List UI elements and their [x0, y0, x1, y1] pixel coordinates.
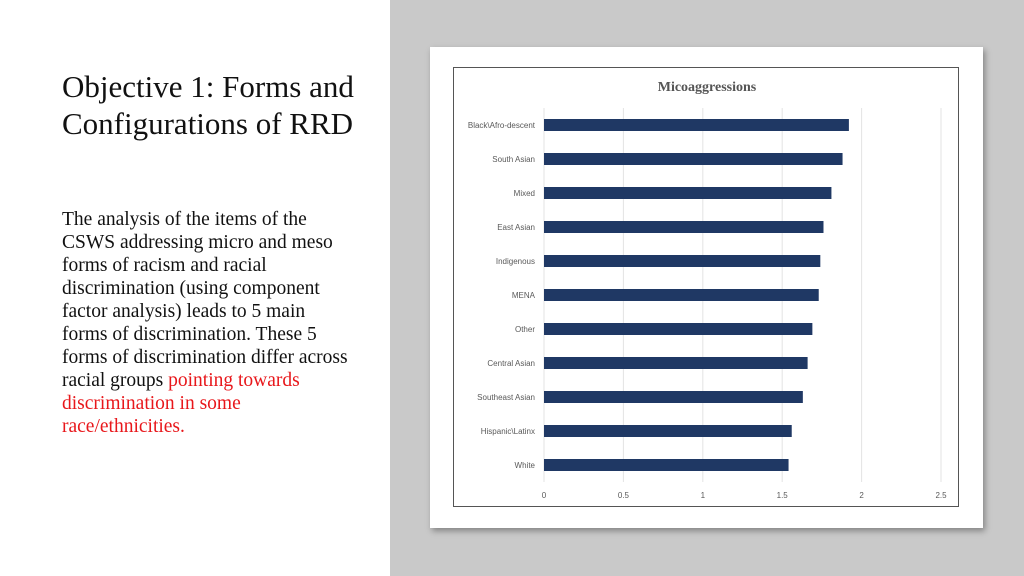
- bar: [544, 459, 789, 471]
- category-label: Black\Afro-descent: [467, 121, 535, 130]
- category-label: Southeast Asian: [477, 393, 535, 402]
- bar: [544, 255, 820, 267]
- category-label: MENA: [511, 291, 535, 300]
- category-label: Hispanic\Latinx: [480, 427, 535, 436]
- category-label: Other: [514, 325, 535, 334]
- bars: [544, 119, 849, 471]
- x-tick-label: 2.5: [935, 491, 947, 500]
- bar: [544, 221, 823, 233]
- category-label: Indigenous: [495, 257, 535, 266]
- category-label: South Asian: [492, 155, 535, 164]
- x-tick-label: 0: [541, 491, 547, 500]
- bar: [544, 153, 843, 165]
- x-tick-label: 0.5: [617, 491, 629, 500]
- slide-title: Objective 1: Forms and Configurations of RRD: [62, 69, 354, 141]
- bar: [544, 119, 849, 131]
- category-label: East Asian: [497, 223, 535, 232]
- category-label: Central Asian: [487, 359, 535, 368]
- category-labels: [468, 121, 536, 470]
- x-tick-label: 2: [859, 491, 864, 500]
- bar: [544, 323, 812, 335]
- x-tick-label: 1: [700, 491, 706, 500]
- bar: [544, 289, 819, 301]
- x-tick-labels: [542, 491, 947, 500]
- x-tick-label: 1.5: [776, 491, 788, 500]
- body-text-highlight: pointing towards discrimination in some race/ethnicities.: [62, 370, 300, 437]
- category-label: White: [514, 461, 535, 470]
- category-label: Mixed: [513, 189, 535, 198]
- bar: [544, 425, 792, 437]
- bar: [544, 391, 803, 403]
- chart-title: Micoaggressions: [657, 80, 757, 95]
- body-text-plain: The analysis of the items of the CSWS addressing micro and meso forms of racism and racial discrimination (using component factor analysis) leads to 5 main forms of discrimination. These 5 forms of discrimination differ across racial groups: [62, 209, 348, 391]
- bar: [544, 187, 831, 199]
- bar: [544, 357, 808, 369]
